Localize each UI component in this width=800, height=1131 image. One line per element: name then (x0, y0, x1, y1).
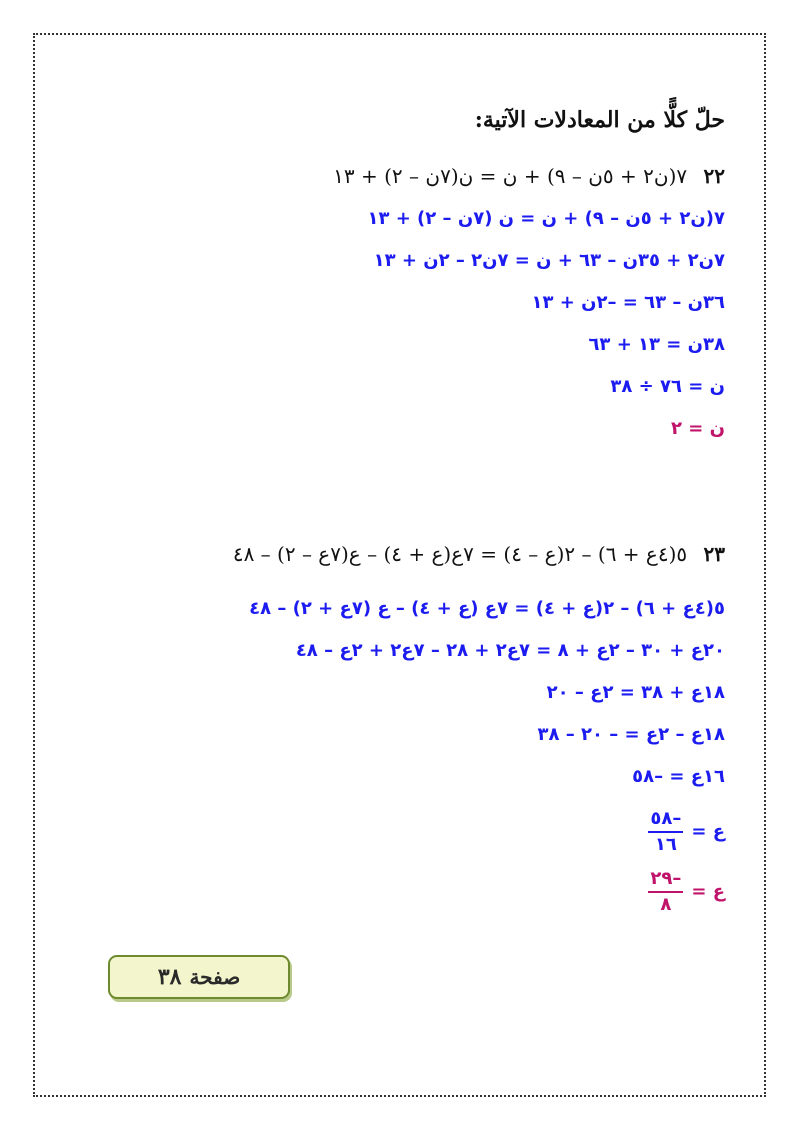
solution-step: ٣٨ن = ١٣ + ٦٣ (588, 334, 725, 355)
problem-22-statement (333, 164, 725, 188)
problem-equation: ٥(٤ع + ٦) – ٢(ع – ٤) = ٧ع(ع + ٤) – ع(٧ع – ٢) – ٤٨ (232, 542, 688, 566)
final-answer: ن = ٢ (671, 418, 725, 439)
exercise-heading: حلّ كلًّا من المعادلات الآتية: (474, 107, 725, 133)
problem-number: ٢٣ (703, 542, 725, 566)
solution-step: ١٦ع = –٥٨ (632, 766, 725, 787)
solution-step: ٧(ن٢ + ٥ن – ٩) + ن = ن (٧ن – ٢) + ١٣ (367, 208, 725, 229)
fraction-denominator: ١٦ (654, 834, 677, 855)
fraction (648, 808, 683, 855)
solution-step: ٧ن٢ + ٣٥ن – ٦٣ + ن = ٧ن٢ – ٢ن + ١٣ (373, 250, 725, 271)
problem-23-statement (233, 542, 725, 566)
fraction-lhs: ع = (691, 821, 725, 842)
page-word: صفحة (189, 965, 241, 989)
solution-step: ١٨ع – ٢ع = – ٢٠ – ٣٨ (537, 724, 725, 745)
fraction-denominator: ٨ (660, 894, 672, 915)
solution-step: ن = ٧٦ ÷ ٣٨ (610, 376, 725, 397)
problem-number: ٢٢ (703, 164, 725, 188)
fraction-lhs: ع = (691, 881, 725, 902)
solution-step: ٢٠ع + ٣٠ – ٢ع + ٨ = ٧ع٢ + ٢٨ – ٧ع٢ + ٢ع – ٤٨ (295, 640, 725, 661)
solution-step: ٣٦ن – ٦٣ = –٢ن + ١٣ (531, 292, 725, 313)
fraction-step (648, 808, 725, 855)
fraction-numerator: –٥٨ (648, 808, 683, 833)
page-number: ٣٨ (157, 964, 182, 990)
final-answer (648, 868, 725, 915)
solution-step: ١٨ع + ٣٨ = ٢ع – ٢٠ (546, 682, 725, 703)
fraction-numerator: –٢٩ (648, 868, 683, 893)
solution-step: ٥(٤ع + ٦) – ٢(ع + ٤) = ٧ع (ع + ٤) – ع (٧ع + ٢) – ٤٨ (249, 598, 725, 619)
page-number-badge (108, 955, 290, 999)
fraction (648, 868, 683, 915)
problem-equation: ٧(ن٢ + ٥ن – ٩) + ن = ن(٧ن – ٢) + ١٣ (333, 164, 688, 188)
